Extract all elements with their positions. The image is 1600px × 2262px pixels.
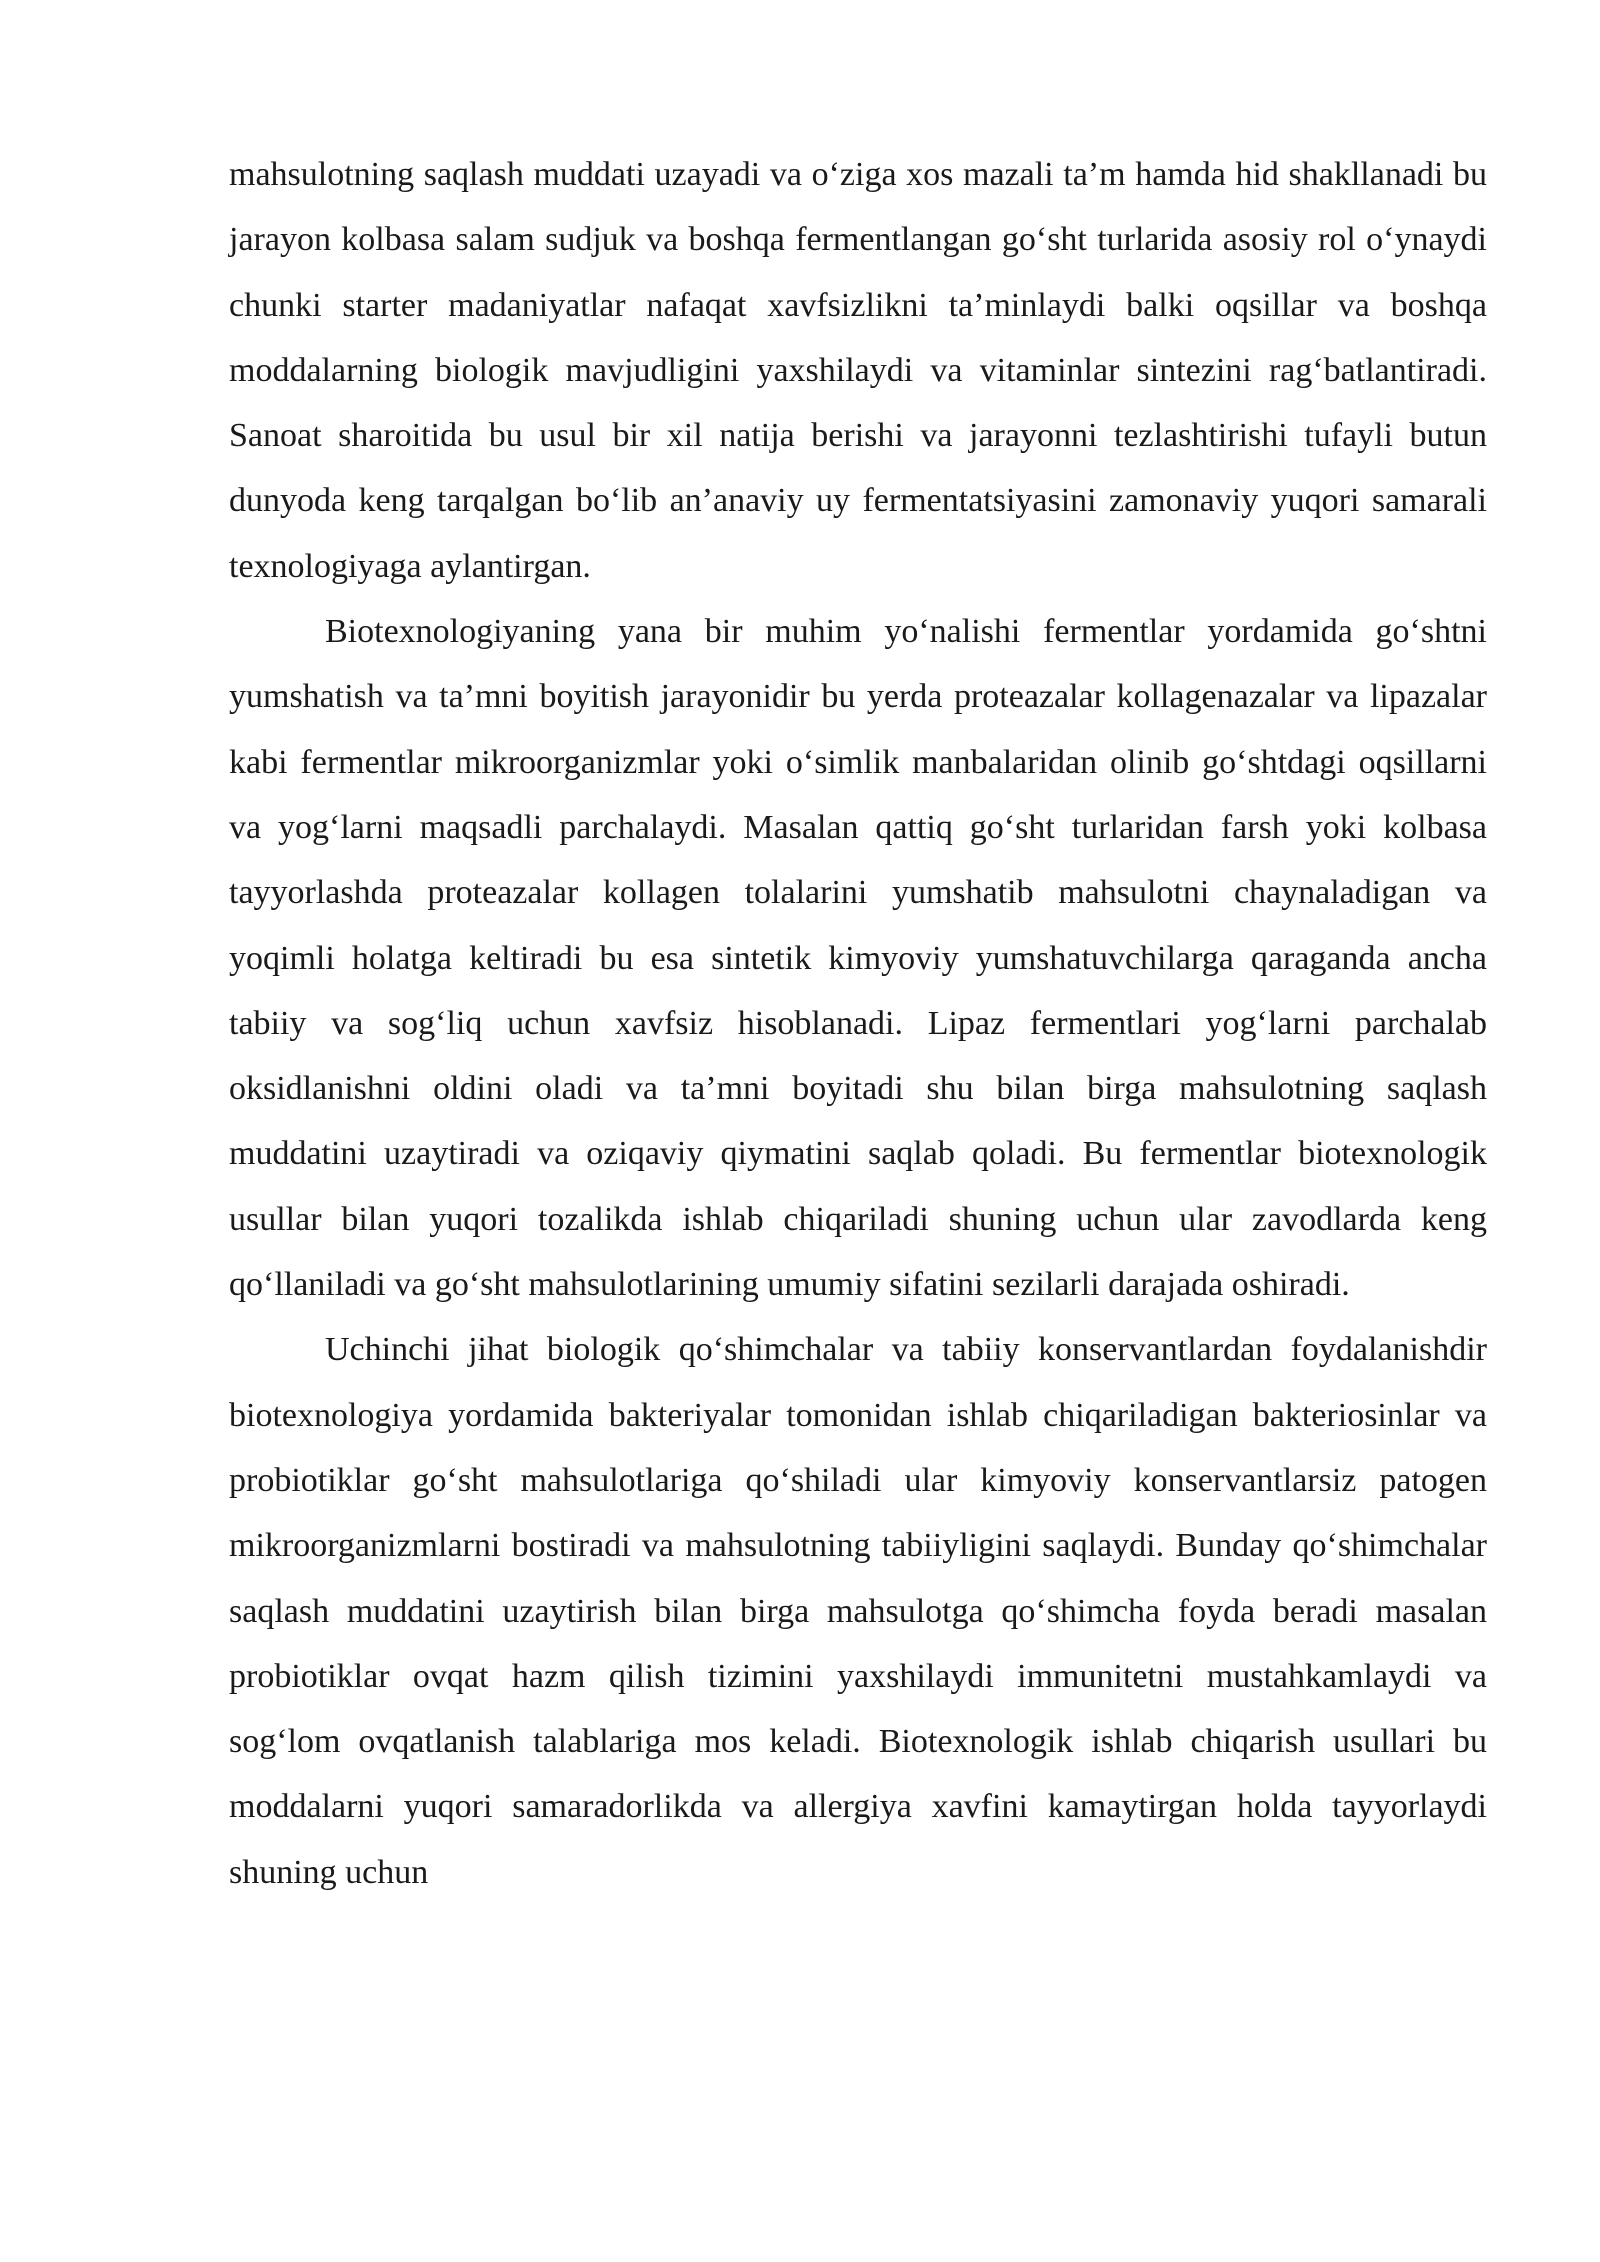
document-page — [229, 142, 1487, 1905]
paragraph-3: Uchinchi jihat biologik qo‘shimchalar va tabiiy konservantlardan foydalanishdir biotexnologiya yordamida bakteriyalar tomonidan ishlab chiqariladigan bakteriosinlar va probiotiklar go‘sht mahsulotlariga qo‘shiladi ular kimyoviy konservantlarsiz patogen mikroorganizmlarni bostiradi va mahsulotning tabiiyligini saqlaydi. Bunday qo‘shimchalar saqlash muddatini uzaytirish bilan birga mahsulotga qo‘shimcha foyda beradi masalan probiotiklar ovqat hazm qilish tizimini yaxshilaydi immunitetni mustahkamlaydi va sog‘lom ovqatlanish talablariga mos keladi. Biotexnologik ishlab chiqarish usullari bu moddalarni yuqori samaradorlikda va allergiya xavfini kamaytirgan holda tayyorlaydi shuning uchun — [229, 1331, 1487, 1891]
paragraph-2: Biotexnologiyaning yana bir muhim yo‘nalishi fermentlar yordamida go‘shtni yumshatish va ta’mni boyitish jarayonidir bu yerda proteazalar kollagenazalar va lipazalar kabi fermentlar mikroorganizmlar yoki o‘simlik manbalaridan olinib go‘shtdagi oqsillarni va yog‘larni maqsadli parchalaydi. Masalan qattiq go‘sht turlaridan farsh yoki kolbasa tayyorlashda proteazalar kollagen tolalarini yumshatib mahsulotni chaynaladigan va yoqimli holatga keltiradi bu esa sintetik kimyoviy yumshatuvchilarga qaraganda ancha tabiiy va sog‘liq uchun xavfsiz hisoblanadi. Lipaz fermentlari yog‘larni parchalab oksidlanishni oldini oladi va ta’mni boyitadi shu bilan birga mahsulotning saqlash muddatini uzaytiradi va oziqaviy qiymatini saqlab qoladi. Bu fermentlar biotexnologik usullar bilan yuqori tozalikda ishlab chiqariladi shuning uchun ular zavodlarda keng qo‘llaniladi va go‘sht mahsulotlarining umumiy sifatini sezilarli darajada oshiradi. — [229, 613, 1487, 1304]
paragraph-1: mahsulotning saqlash muddati uzayadi va o‘ziga xos mazali ta’m hamda hid shakllanadi bu jarayon kolbasa salam sudjuk va boshqa fermentlangan go‘sht turlarida asosiy rol o‘ynaydi chunki starter madaniyatlar nafaqat xavfsizlikni ta’minlaydi balki oqsillar va boshqa moddalarning biologik mavjudligini yaxshilaydi va vitaminlar sintezini rag‘batlantiradi. Sanoat sharoitida bu usul bir xil natija berishi va jarayonni tezlashtirishi tufayli butun dunyoda keng tarqalgan bo‘lib an’anaviy uy fermentatsiyasini zamonaviy yuqori samarali texnologiyaga aylantirgan. — [229, 156, 1487, 585]
